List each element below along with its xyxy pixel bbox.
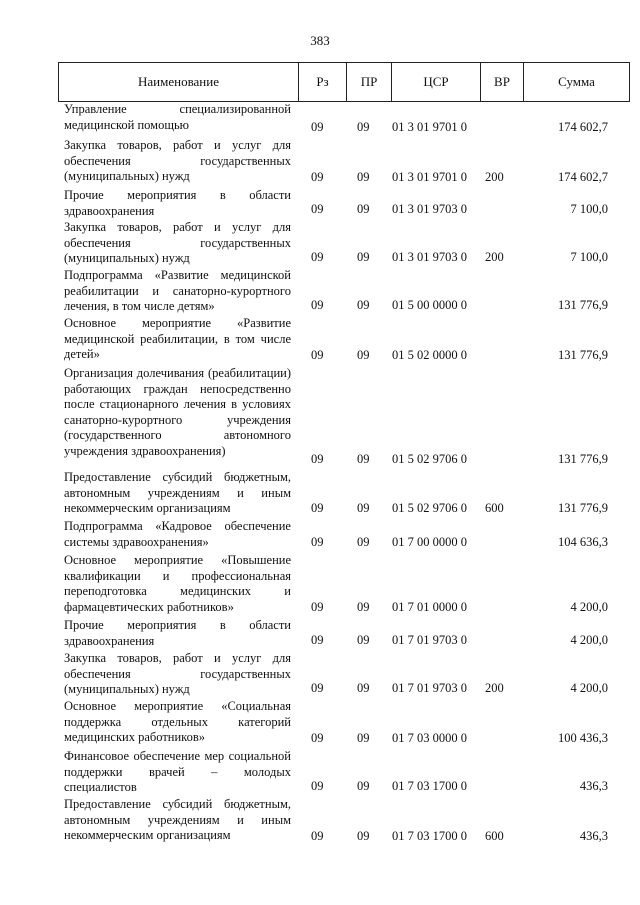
row-name: Основное мероприятие «Повышение квалификации и профессиональная переподготовка медицинских и фармацевтических работников» [64, 553, 291, 614]
header-vr: ВР [480, 63, 523, 101]
row-rz: 09 [311, 731, 324, 745]
row-sum: 7 100,0 [570, 250, 608, 264]
row-rz: 09 [311, 170, 324, 184]
row-pr: 09 [357, 501, 370, 515]
row-sum: 4 200,0 [570, 681, 608, 695]
header-csr: ЦСР [391, 63, 480, 101]
row-rz: 09 [311, 202, 324, 216]
row-csr: 01 5 02 9706 0 [392, 452, 467, 466]
table-row [0, 268, 640, 316]
row-rz: 09 [311, 452, 324, 466]
row-vr: 200 [485, 250, 504, 264]
row-rz: 09 [311, 298, 324, 312]
row-name: Предоставление субсидий бюджетным, автономным учреждениям и иным некоммерческим организациям [64, 797, 291, 842]
header-pr: ПР [346, 63, 391, 101]
page-number: 383 [310, 33, 330, 48]
table-row [0, 651, 640, 699]
row-pr: 09 [357, 829, 370, 843]
row-vr: 600 [485, 829, 504, 843]
row-vr: 600 [485, 501, 504, 515]
row-name: Прочие мероприятия в области здравоохранения [64, 618, 291, 648]
table-row [0, 316, 640, 366]
row-csr: 01 3 01 9701 0 [392, 170, 467, 184]
row-sum: 131 776,9 [558, 452, 608, 466]
table-row [0, 188, 640, 220]
row-csr: 01 5 02 0000 0 [392, 348, 467, 362]
row-pr: 09 [357, 452, 370, 466]
header-sum: Сумма [523, 63, 629, 101]
row-pr: 09 [357, 120, 370, 134]
row-pr: 09 [357, 298, 370, 312]
table-row [0, 366, 640, 470]
row-vr: 200 [485, 681, 504, 695]
table-row [0, 102, 640, 138]
row-name: Закупка товаров, работ и услуг для обеспечения государственных (муниципальных) нужд [64, 220, 291, 265]
row-sum: 436,3 [579, 829, 608, 843]
row-name: Закупка товаров, работ и услуг для обеспечения государственных (муниципальных) нужд [64, 651, 291, 696]
row-rz: 09 [311, 681, 324, 695]
row-sum: 436,3 [579, 779, 608, 793]
header-rz: Рз [298, 63, 346, 101]
row-csr: 01 7 03 1700 0 [392, 779, 467, 793]
row-pr: 09 [357, 600, 370, 614]
table-row [0, 519, 640, 553]
table-row [0, 749, 640, 797]
row-sum: 131 776,9 [558, 501, 608, 515]
row-rz: 09 [311, 829, 324, 843]
row-name: Предоставление субсидий бюджетным, автономным учреждениям и иным некоммерческим организациям [64, 470, 291, 515]
row-name: Основное мероприятие «Социальная поддержка отдельных категорий медицинских работников» [64, 699, 291, 744]
table-row [0, 618, 640, 651]
row-rz: 09 [311, 348, 324, 362]
row-rz: 09 [311, 535, 324, 549]
row-pr: 09 [357, 170, 370, 184]
row-csr: 01 7 01 0000 0 [392, 600, 467, 614]
row-sum: 100 436,3 [558, 731, 608, 745]
row-rz: 09 [311, 250, 324, 264]
row-rz: 09 [311, 120, 324, 134]
row-pr: 09 [357, 779, 370, 793]
table-row [0, 797, 640, 847]
row-csr: 01 7 03 0000 0 [392, 731, 467, 745]
row-name: Управление специализированной медицинской помощью [64, 102, 291, 132]
row-csr: 01 7 03 1700 0 [392, 829, 467, 843]
row-csr: 01 3 01 9703 0 [392, 250, 467, 264]
row-pr: 09 [357, 535, 370, 549]
row-pr: 09 [357, 731, 370, 745]
row-pr: 09 [357, 348, 370, 362]
table-row [0, 553, 640, 618]
row-rz: 09 [311, 501, 324, 515]
row-pr: 09 [357, 633, 370, 647]
row-pr: 09 [357, 250, 370, 264]
row-csr: 01 7 01 9703 0 [392, 681, 467, 695]
row-csr: 01 7 00 0000 0 [392, 535, 467, 549]
table-row [0, 220, 640, 268]
row-csr: 01 5 02 9706 0 [392, 501, 467, 515]
row-csr: 01 5 00 0000 0 [392, 298, 467, 312]
row-csr: 01 7 01 9703 0 [392, 633, 467, 647]
row-name: Финансовое обеспечение мер социальной поддержки врачей – молодых специалистов [64, 749, 291, 794]
row-pr: 09 [357, 202, 370, 216]
row-csr: 01 3 01 9701 0 [392, 120, 467, 134]
row-sum: 174 602,7 [558, 120, 608, 134]
row-rz: 09 [311, 779, 324, 793]
row-sum: 174 602,7 [558, 170, 608, 184]
row-name: Организация долечивания (реабилитации) работающих граждан непосредственно после стационарного лечения в условиях санаторно-курортного учреждения (государственного автономного учреждения здравоохранения) [64, 366, 291, 458]
row-name: Основное мероприятие «Развитие медицинской реабилитации, в том числе детей» [64, 316, 291, 361]
table-header [58, 62, 630, 102]
row-name: Подпрограмма «Развитие медицинской реабилитации и санаторно-курортного лечения, в том числе детям» [64, 268, 291, 313]
row-sum: 131 776,9 [558, 298, 608, 312]
row-sum: 104 636,3 [558, 535, 608, 549]
row-sum: 4 200,0 [570, 600, 608, 614]
table-row [0, 138, 640, 188]
budget-table-body [0, 102, 640, 847]
table-row [0, 470, 640, 519]
row-pr: 09 [357, 681, 370, 695]
row-vr: 200 [485, 170, 504, 184]
row-name: Закупка товаров, работ и услуг для обеспечения государственных (муниципальных) нужд [64, 138, 291, 183]
row-csr: 01 3 01 9703 0 [392, 202, 467, 216]
table-row [0, 699, 640, 749]
row-sum: 7 100,0 [570, 202, 608, 216]
row-name: Подпрограмма «Кадровое обеспечение системы здравоохранения» [64, 519, 291, 549]
row-rz: 09 [311, 600, 324, 614]
row-sum: 131 776,9 [558, 348, 608, 362]
header-name: Наименование [138, 74, 219, 89]
row-rz: 09 [311, 633, 324, 647]
row-name: Прочие мероприятия в области здравоохранения [64, 188, 291, 218]
row-sum: 4 200,0 [570, 633, 608, 647]
